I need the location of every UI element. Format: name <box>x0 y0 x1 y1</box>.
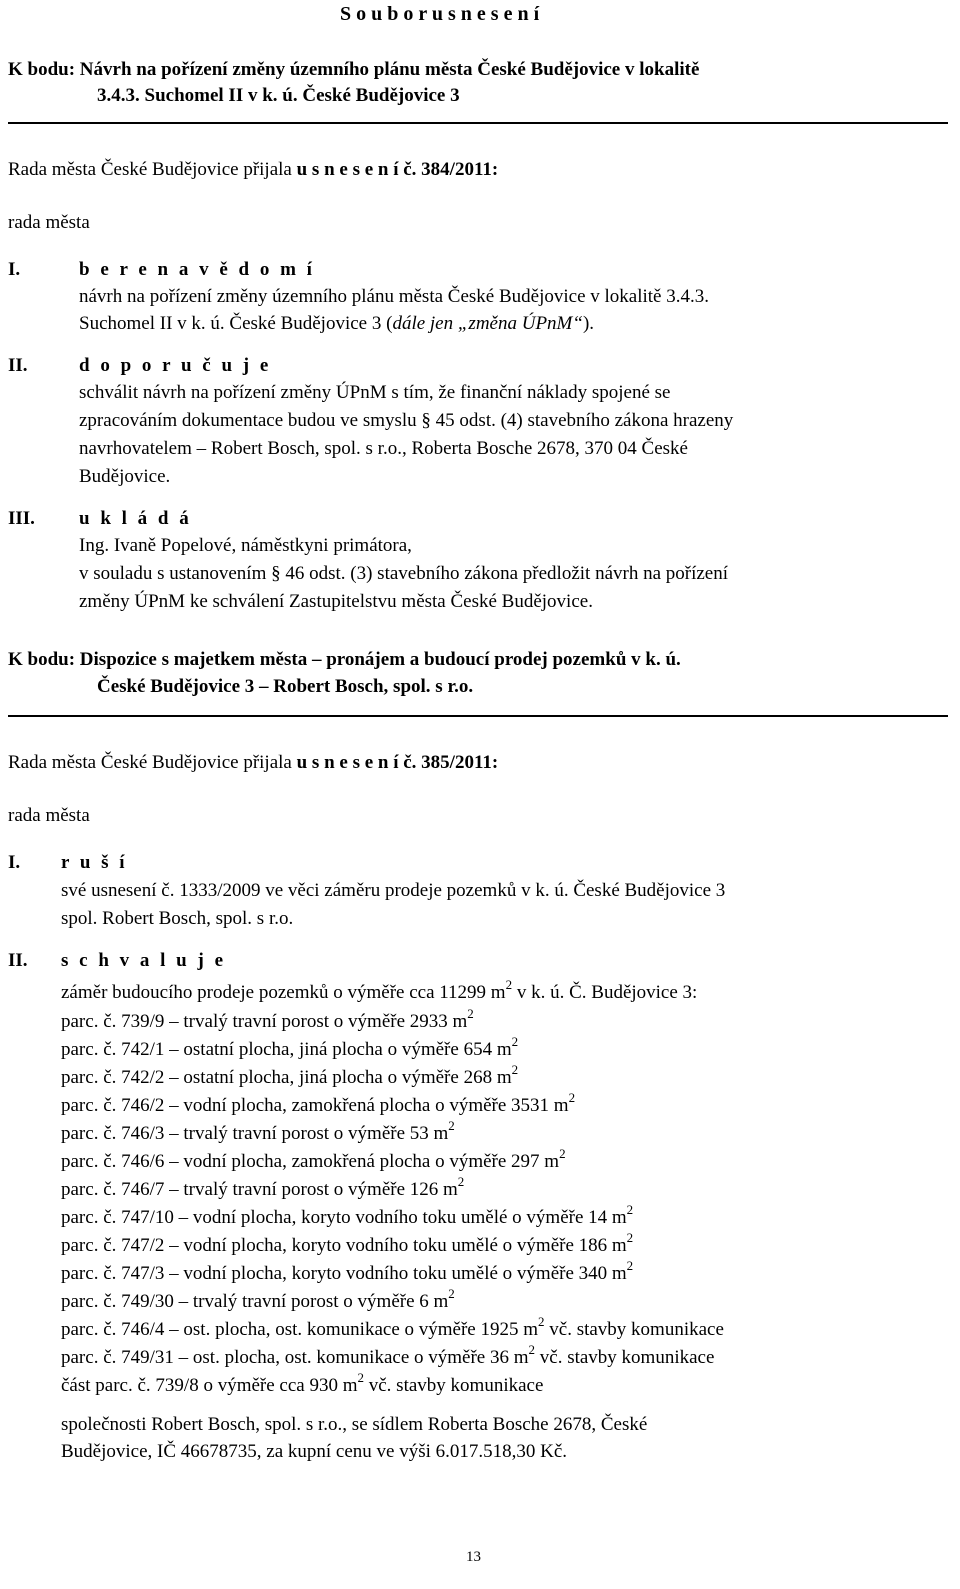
page-number: 13 <box>466 1549 481 1565</box>
parcel-row: parc. č. 742/2 – ostatní plocha, jiná plocha o výměře 268 $m^2$ <box>61 1062 519 1088</box>
resolution-label: u s n e s e n í <box>296 159 399 180</box>
point-number: III. <box>8 508 35 529</box>
parcel-row: parc. č. 746/2 – vodní plocha, zamokřená plocha o výměře 3531 $m^2$ <box>61 1090 576 1116</box>
point-text: navrhovatelem – Robert Bosch, spol. s r.o., Roberta Bosche 2678, 370 04 České <box>79 438 688 459</box>
parcel-row: parc. č. 747/2 – vodní plocha, koryto vodního toku umělé o výměře 186 $m^2$ <box>61 1230 634 1256</box>
resolution-intro: Rada města České Budějovice přijala u s n e s e n í č. 385/2011: <box>8 752 499 773</box>
section-divider <box>8 122 948 124</box>
sale-intent-text: záměr budoucího prodeje pozemků o výměře cca 11299 $m^2$ v k. ú. Č. Budějovice 3: <box>61 977 698 1003</box>
resolution-intro: Rada města České Budějovice přijala u s n e s e n í č. 384/2011: <box>8 159 499 180</box>
resolution-number: č. 385/2011: <box>403 752 499 773</box>
parcel-row: parc. č. 749/31 – ost. plocha, ost. komunikace o výměře 36 $m^2$ vč. stavby komunikace <box>61 1342 715 1368</box>
closing-text: společnosti Robert Bosch, spol. s r.o., se sídlem Roberta Bosche 2678, České <box>61 1414 648 1435</box>
point-number: I. <box>8 852 21 873</box>
resolution-label: u s n e s e n í <box>296 752 399 773</box>
parcel-row: parc. č. 746/3 – trvalý travní porost o výměře 53 $m^2$ <box>61 1118 455 1144</box>
parcel-row: parc. č. 746/4 – ost. plocha, ost. komunikace o výměře 1925 $m^2$ vč. stavby komunikace <box>61 1314 724 1340</box>
council-label: rada města <box>8 212 90 233</box>
parcel-row: parc. č. 746/7 – trvalý travní porost o výměře 126 $m^2$ <box>61 1174 465 1200</box>
point-verb: s c h v a l u j e <box>61 950 226 971</box>
parcel-row: parc. č. 746/6 – vodní plocha, zamokřená plocha o výměře 297 $m^2$ <box>61 1146 566 1172</box>
parcel-row: parc. č. 749/30 – trvalý travní porost o výměře 6 $m^2$ <box>61 1286 455 1312</box>
point-verb: u k l á d á <box>79 508 192 529</box>
point-text: návrh na pořízení změny územního plánu města České Budějovice v lokalitě 3.4.3. <box>79 286 709 307</box>
point-text: v souladu s ustanovením § 46 odst. (3) stavebního zákona předložit návrh na pořízení <box>79 563 729 584</box>
point-text: Budějovice. <box>79 466 171 487</box>
resolution-number: č. 384/2011: <box>403 159 499 180</box>
point-verb: b e r e n a v ě d o m í <box>79 259 315 280</box>
parcel-row: část parc. č. 739/8 o výměře cca 930 $m^2$ vč. stavby komunikace <box>61 1370 544 1396</box>
agenda-item-title-line2: 3.4.3. Suchomel II v k. ú. České Budějovice 3 <box>97 85 460 106</box>
point-text: své usnesení č. 1333/2009 ve věci záměru prodeje pozemků v k. ú. České Budějovice 3 <box>61 880 726 901</box>
point-number: I. <box>8 259 21 280</box>
section-divider <box>8 715 948 717</box>
point-text: spol. Robert Bosch, spol. s r.o. <box>61 908 294 929</box>
council-label: rada města <box>8 805 90 826</box>
closing-text: Budějovice, IČ 46678735, za kupní cenu ve výši 6.017.518,30 Kč. <box>61 1441 568 1462</box>
parcel-row: parc. č. 739/9 – trvalý travní porost o výměře 2933 $m^2$ <box>61 1006 474 1032</box>
point-verb: d o p o r u č u j e <box>79 355 272 376</box>
agenda-item-title-line1: K bodu: Dispozice s majetkem města – pronájem a budoucí prodej pozemků v k. ú. <box>8 649 681 670</box>
parcel-row: parc. č. 747/10 – vodní plocha, koryto vodního toku umělé o výměře 14 $m^2$ <box>61 1202 634 1228</box>
point-text: Ing. Ivaně Popelové, náměstkyni primátora, <box>79 535 412 556</box>
point-text: změny ÚPnM ke schválení Zastupitelstvu města České Budějovice. <box>79 591 593 612</box>
agenda-item-title-line2: České Budějovice 3 – Robert Bosch, spol. s r.o. <box>97 676 474 697</box>
point-text: zpracováním dokumentace budou ve smyslu § 45 odst. (4) stavebního zákona hrazeny <box>79 410 734 431</box>
point-number: II. <box>8 355 28 376</box>
point-number: II. <box>8 950 28 971</box>
point-verb: r u š í <box>61 852 128 873</box>
point-text: schválit návrh na pořízení změny ÚPnM s tím, že finanční náklady spojené se <box>79 382 671 403</box>
document-title: S o u b o r u s n e s e n í <box>340 3 540 25</box>
parcel-row: parc. č. 747/3 – vodní plocha, koryto vodního toku umělé o výměře 340 $m^2$ <box>61 1258 634 1284</box>
parcel-row: parc. č. 742/1 – ostatní plocha, jiná plocha o výměře 654 $m^2$ <box>61 1034 519 1060</box>
agenda-item-title-line1: K bodu: Návrh na pořízení změny územního plánu města České Budějovice v lokalitě <box>8 59 700 80</box>
point-text: Suchomel II v k. ú. České Budějovice 3 (dále jen „změna ÚPnM“). <box>79 313 595 334</box>
